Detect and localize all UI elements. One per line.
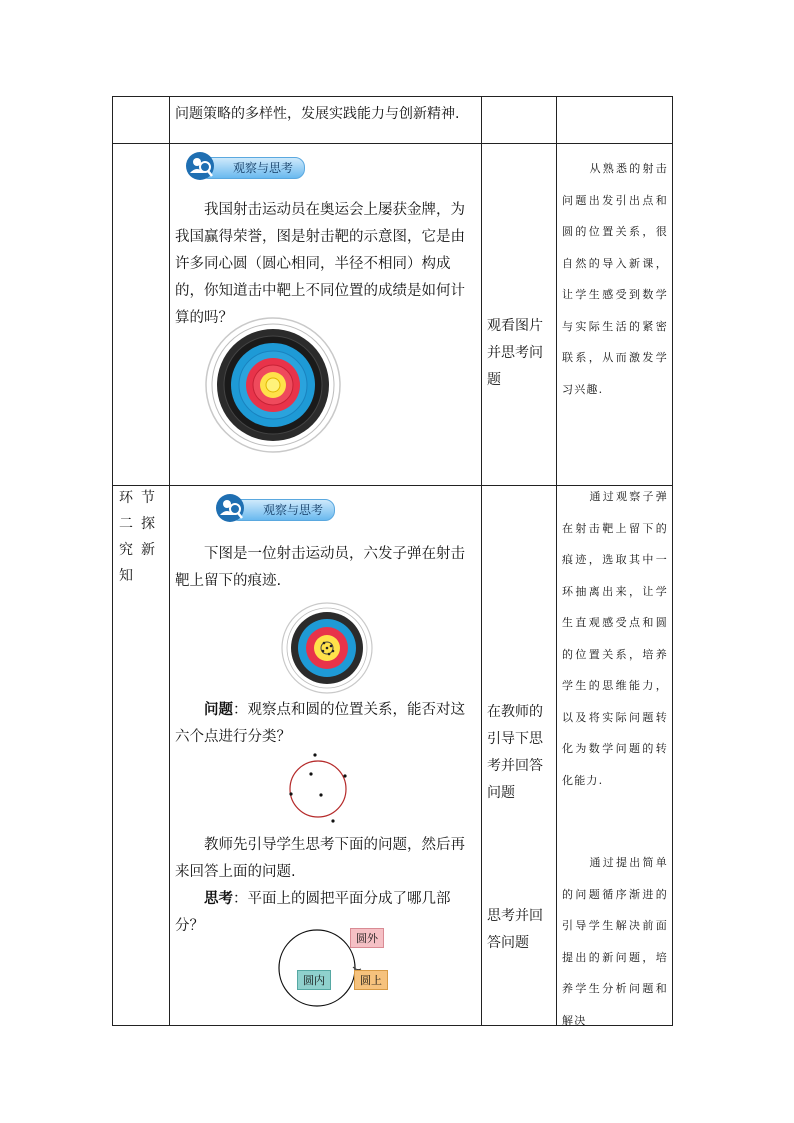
row-divider-1 [113,143,672,144]
question-label: 问题 [204,702,233,718]
design-intent-3: 通过提出简单的问题循序渐进的引导学生解决前面提出的新问题，培养学生分析问题和解决 [562,856,668,1027]
student-activity-1: 观看图片并思考问题 [487,318,543,388]
col-divider-3 [556,97,557,1025]
label-outside: 圆外 [350,928,384,948]
think-label: 思考 [204,891,233,907]
target-paragraph: 我国射击运动员在奥运会上屡获金牌，为我国赢得荣誉，图是射击靶的示意图，它是由许多同心圆（圆心相同，半径不相同）构成的，你知道击中靶上不同位置的成绩是如何计算的吗？ [175,202,465,326]
observe-banner-1-label: 观察与思考 [233,161,294,175]
lesson-table [112,96,673,1026]
archery-target-large [205,317,341,453]
bullet-intro: 下图是一位射击运动员，六发子弹在射击靶上留下的痕迹. [175,546,465,589]
col-divider-1 [169,97,170,1025]
label-inside: 圆内 [297,970,331,990]
think-text: ：平面上的圆把平面分成了哪几部分？ [175,891,451,934]
archery-target-small [281,602,373,694]
teacher-paragraph: 教师先引导学生思考下面的问题，然后再来回答上面的问题. [175,837,465,880]
question-paragraph [175,697,475,751]
student-activity-3: 思考并回答问题 [487,908,543,951]
magnifier-person-icon [213,493,251,523]
point-circle-diagram [283,749,353,825]
observe-banner-1 [183,151,308,181]
question-text: ：观察点和圆的位置关系，能否对这六个点进行分类？ [175,702,465,745]
row1-text: 问题策略的多样性，发展实践能力与创新精神. [175,106,460,122]
magnifier-person-icon [183,151,221,181]
design-intent-2: 通过观察子弹在射击靶上留下的痕迹，选取其中一环抽离出来，让学生直观感受点和圆的位置关系，培养学生的思维能力，以及将实际问题转化为数学问题的转化能力. [562,490,668,787]
label-on: 圆上 [354,970,388,990]
design-intent-1: 从熟悉的射击问题出发引出点和圆的位置关系，很自然的导入新课，让学生感受到数学与实际生活的紧密联系，从而激发学习兴趣. [562,162,668,396]
student-activity-2: 在教师的引导下思考并回答问题 [487,704,543,801]
col-divider-2 [481,97,482,1025]
observe-banner-2-label: 观察与思考 [263,503,324,517]
stage-label: 环节二探究新知 [119,490,163,584]
observe-banner-2 [213,493,338,523]
